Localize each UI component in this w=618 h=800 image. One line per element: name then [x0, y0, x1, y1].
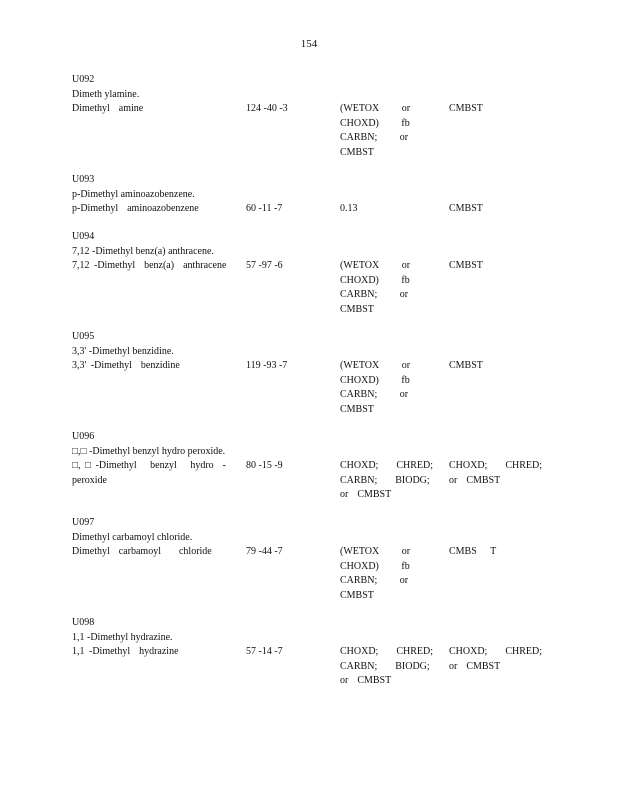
waste-name-header: Dimeth ylamine.: [72, 88, 140, 100]
waste-code: U096: [72, 431, 95, 442]
cas-number: 57 -14 -7: [246, 646, 283, 657]
constituent-row: [72, 545, 552, 601]
wastewater-line: (WETOX or: [340, 360, 411, 371]
constituent-name: 1,1 -Dimethyl hydrazine: [72, 646, 179, 657]
wastewater-line: (WETOX or: [340, 103, 411, 114]
waste-code: U092: [72, 74, 95, 85]
waste-code: U095: [72, 331, 95, 342]
wastewater-line: CHOXD; CHRED;: [340, 646, 434, 657]
waste-entry-u095: [72, 330, 552, 415]
constituent-name: p-Dimethyl aminoazobenzene: [72, 203, 199, 214]
nonwastewater-line: CMBS T: [449, 546, 497, 557]
wastewater-line: CHOXD) fb: [340, 274, 410, 286]
wastewater-line: CMBST: [340, 589, 374, 601]
nonwastewater-line: CHOXD; CHRED;: [449, 646, 543, 657]
cas-number: 57 -97 -6: [246, 260, 283, 271]
constituent-name: 3,3' -Dimethyl benzidine: [72, 360, 180, 371]
wastewater-line: CHOXD) fb: [340, 560, 410, 572]
nonwastewater-line: or CMBST: [449, 660, 501, 672]
waste-entry-u098: [72, 616, 552, 686]
nonwastewater-standard: [449, 459, 545, 488]
wastewater-standard: [340, 545, 436, 603]
wastewater-line: (WETOX or: [340, 546, 411, 557]
wastewater-standard: [340, 102, 436, 160]
wastewater-standard: [340, 202, 436, 217]
waste-code: U094: [72, 231, 95, 242]
constituent-name: □, □ -Dimethyl benzyl hydro - peroxide: [72, 460, 226, 486]
waste-name-header: □,□ -Dimethyl benzyl hydro peroxide.: [72, 445, 226, 457]
waste-entry-u096: [72, 430, 552, 500]
waste-entry-u092: [72, 73, 552, 158]
wastewater-line: (WETOX or: [340, 260, 411, 271]
constituent-row: [72, 459, 552, 500]
wastewater-line: CARBN; BIODG;: [340, 474, 430, 486]
waste-entry-u097: [72, 516, 552, 601]
constituent-row: [72, 359, 552, 415]
nonwastewater-standard: [449, 645, 545, 674]
cas-number: 60 -11 -7: [246, 203, 283, 214]
wastewater-standard: [340, 459, 436, 503]
wastewater-standard: [340, 259, 436, 317]
wastewater-line: CMBST: [340, 146, 374, 158]
constituent-name: Dimethyl carbamoyl chloride: [72, 546, 212, 557]
wastewater-line: CARBN; or: [340, 289, 409, 300]
nonwastewater-standard: [449, 359, 545, 374]
wastewater-line: CARBN; or: [340, 389, 409, 400]
waste-code: U093: [72, 174, 95, 185]
constituent-row: [72, 645, 552, 686]
waste-name-header: 7,12 -Dimethyl benz(a) anthracene.: [72, 245, 214, 257]
nonwastewater-line: CMBST: [449, 203, 483, 214]
wastewater-line: CHOXD; CHRED;: [340, 460, 434, 471]
cas-number: 79 -44 -7: [246, 546, 283, 557]
wastewater-line: CMBST: [340, 403, 374, 415]
cas-number: 124 -40 -3: [246, 103, 288, 114]
constituent-name: 7,12 -Dimethyl benz(a) anthracene: [72, 260, 227, 271]
cas-number: 80 -15 -9: [246, 460, 283, 471]
wastewater-line: CHOXD) fb: [340, 374, 410, 386]
waste-name-header: 1,1 -Dimethyl hydrazine.: [72, 631, 173, 643]
constituent-row: [72, 102, 552, 158]
waste-code: U097: [72, 517, 95, 528]
constituent-name: Dimethyl amine: [72, 103, 144, 114]
wastewater-line: CHOXD) fb: [340, 117, 410, 129]
nonwastewater-standard: [449, 545, 545, 560]
constituent-row: [72, 202, 552, 217]
constituent-row: [72, 259, 552, 315]
wastewater-line: or CMBST: [340, 489, 392, 500]
wastewater-line: CMBST: [340, 303, 374, 315]
wastewater-line: CARBN; BIODG;: [340, 660, 430, 672]
nonwastewater-standard: [449, 102, 545, 117]
waste-name-header: Dimethyl carbamoyl chloride.: [72, 531, 193, 543]
nonwastewater-line: or CMBST: [449, 474, 501, 486]
nonwastewater-standard: [449, 259, 545, 274]
waste-code: U098: [72, 617, 95, 628]
wastewater-line: or CMBST: [340, 675, 392, 686]
page-number: 154: [300, 38, 318, 50]
nonwastewater-line: CHOXD; CHRED;: [449, 460, 543, 471]
wastewater-line: CARBN; or: [340, 575, 409, 586]
nonwastewater-line: CMBST: [449, 103, 483, 114]
waste-entry-u094: [72, 230, 552, 315]
wastewater-line: 0.13: [340, 203, 358, 214]
nonwastewater-line: CMBST: [449, 360, 483, 371]
waste-entry-u093: [72, 173, 552, 217]
nonwastewater-line: CMBST: [449, 260, 483, 271]
cas-number: 119 -93 -7: [246, 360, 288, 371]
wastewater-line: CARBN; or: [340, 132, 409, 143]
wastewater-standard: [340, 645, 436, 689]
wastewater-standard: [340, 359, 436, 417]
nonwastewater-standard: [449, 202, 545, 217]
waste-name-header: 3,3' -Dimethyl benzidine.: [72, 345, 174, 357]
waste-name-header: p-Dimethyl aminoazobenzene.: [72, 188, 195, 200]
